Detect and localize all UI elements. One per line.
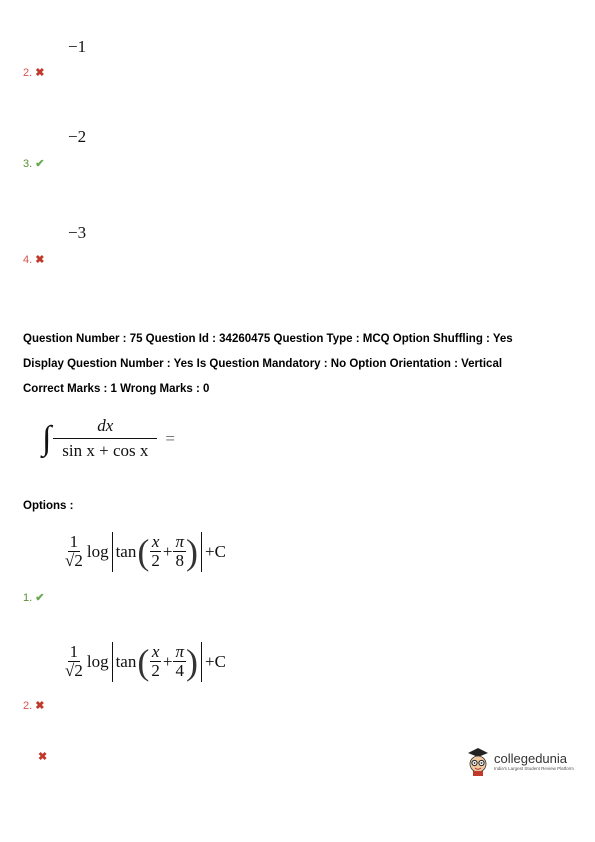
question-integral	[42, 417, 175, 461]
pi-numerator: π	[175, 642, 184, 662]
abs-bar	[112, 532, 113, 572]
coefficient-fraction	[63, 533, 85, 571]
equals-sign: =	[165, 428, 175, 448]
cross-icon: ✖	[38, 751, 48, 763]
integral-numerator: dx	[53, 417, 157, 439]
paren-left: (	[137, 532, 150, 572]
option-label	[23, 591, 44, 604]
prev-option-label	[23, 253, 44, 266]
option-number: 2.	[23, 67, 33, 79]
x-fraction	[149, 533, 162, 571]
tan-text: tan	[115, 652, 137, 671]
option-label	[23, 699, 44, 712]
coef-numerator: 1	[69, 642, 79, 662]
prev-option-value: −2	[68, 127, 87, 146]
cross-icon: ✖	[35, 67, 45, 79]
coef-denominator: √2	[65, 661, 83, 681]
trailing-option-label	[35, 747, 47, 765]
x-numerator: x	[151, 532, 160, 552]
option-number: 2.	[23, 700, 33, 712]
check-icon: ✔	[35, 158, 45, 170]
abs-bar	[112, 642, 113, 682]
pi-denominator: 8	[175, 551, 184, 571]
prev-option-value: −3	[68, 223, 87, 242]
integral-fraction	[53, 417, 157, 461]
pi-denominator: 4	[175, 661, 184, 681]
x-denominator: 2	[151, 661, 160, 681]
option-number: 4.	[23, 254, 33, 266]
paren-left: (	[137, 642, 150, 682]
pi-fraction	[173, 643, 186, 681]
log-text: log	[86, 652, 109, 671]
pi-fraction	[173, 533, 186, 571]
pi-numerator: π	[175, 532, 184, 552]
prev-option-label	[23, 157, 44, 170]
option-number: 3.	[23, 158, 33, 170]
coef-denominator: √2	[65, 551, 83, 571]
prev-option-value: −1	[68, 37, 87, 56]
logo-tagline: India's Largest Student Review Platform	[494, 766, 574, 771]
logo-name: collegedunia	[494, 751, 568, 766]
tan-text: tan	[115, 542, 137, 561]
option-number: 1.	[23, 592, 33, 604]
options-heading: Options :	[23, 500, 74, 512]
coefficient-fraction	[63, 643, 85, 681]
plus-sign: +	[162, 542, 173, 561]
check-icon: ✔	[35, 592, 45, 604]
x-fraction	[149, 643, 162, 681]
constant-term: +C	[204, 652, 226, 671]
integral-sign: ∫	[42, 419, 52, 457]
cross-icon: ✖	[35, 700, 45, 712]
paren-right: )	[185, 642, 198, 682]
question-meta-line: Correct Marks : 1 Wrong Marks : 0	[23, 383, 210, 395]
log-text: log	[86, 542, 109, 561]
option-expression	[63, 642, 226, 682]
coef-numerator: 1	[69, 532, 79, 552]
prev-option-label	[23, 66, 44, 79]
plus-sign: +	[162, 652, 173, 671]
collegedunia-logo	[464, 745, 574, 777]
x-numerator: x	[151, 642, 160, 662]
abs-bar	[201, 642, 202, 682]
x-denominator: 2	[151, 551, 160, 571]
question-meta-line: Display Question Number : Yes Is Question Mandatory : No Option Orientation : Vertical	[23, 358, 503, 370]
question-meta-line: Question Number : 75 Question Id : 34260475 Question Type : MCQ Option Shuffling : Yes	[23, 333, 513, 345]
cross-icon: ✖	[35, 254, 45, 266]
paren-right: )	[185, 532, 198, 572]
abs-bar	[201, 532, 202, 572]
mascot-icon	[464, 745, 492, 777]
option-expression	[63, 532, 226, 572]
constant-term: +C	[204, 542, 226, 561]
integral-denominator: sin x + cos x	[62, 440, 149, 460]
